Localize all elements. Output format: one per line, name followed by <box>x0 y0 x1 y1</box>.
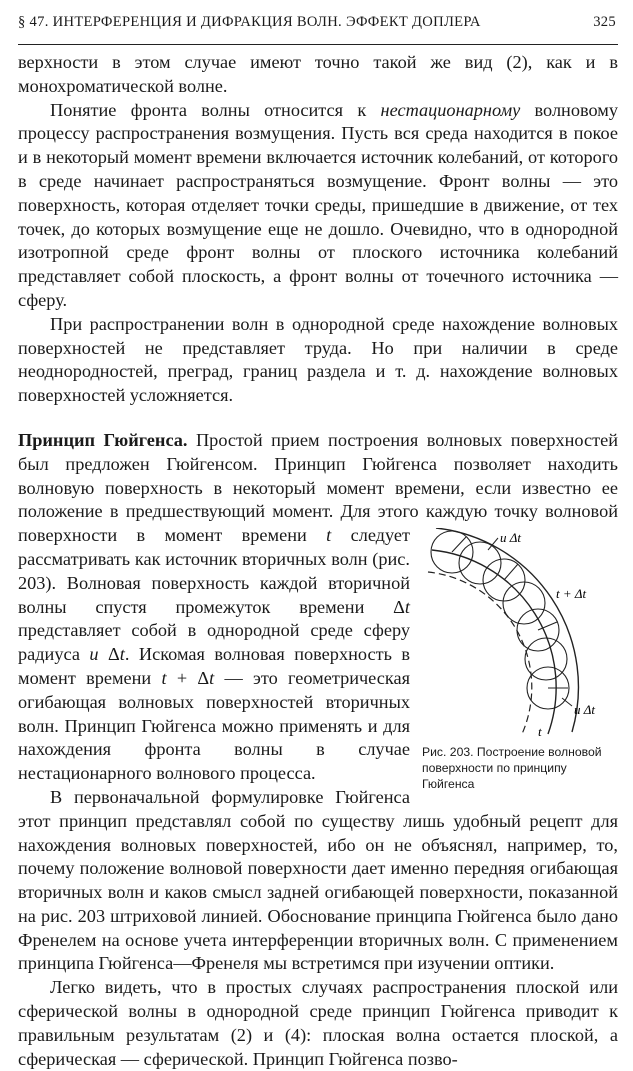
figure-203 <box>422 528 618 792</box>
huygens-diagram <box>422 528 618 738</box>
paragraph: Легко видеть, что в простых случаях распространения плоской или сферической волны в однородной среде принцип Гюйгенса приводит к правильным результатам (2) и (4): плоская волна остается плоской, а сферическая — сферической. Принцип Гюйгенса позво- <box>18 977 618 1069</box>
run-in-heading: Принцип Гюйгенса. <box>18 429 188 450</box>
running-header <box>18 14 618 36</box>
paragraph: верхности в этом случае имеют точно такой же вид (2), как и в монохроматической волне. <box>18 52 618 96</box>
spacer <box>18 408 618 429</box>
rear-envelope <box>428 572 532 734</box>
label-u-dt-top: u Δt <box>500 530 521 546</box>
label-u-dt-bottom: u Δt <box>574 702 595 718</box>
secondary-wavelet <box>459 542 501 584</box>
wavefront-t-plus-dt <box>436 528 578 732</box>
page-number: 325 <box>593 14 616 30</box>
header-rule <box>18 44 618 45</box>
paragraph: При распространении волн в однородной среде нахождение волновых поверхностей не представляет труда. Но при наличии в среде неоднородностей, преград, границ раздела и т. д. нахождение волновых поверхностей усложняется. <box>18 313 618 406</box>
secondary-wavelet <box>525 638 567 680</box>
body-text <box>18 51 618 1071</box>
section-title: § 47. ИНТЕРФЕРЕНЦИЯ И ДИФРАКЦИЯ ВОЛН. ЭФФЕКТ ДОПЛЕРА <box>18 14 481 30</box>
secondary-wavelet <box>503 582 545 624</box>
label-t-plus-dt: t + Δt <box>556 586 587 602</box>
label-t: t <box>538 724 542 739</box>
paragraph: Понятие фронта волны относится к нестационарному волновому процессу распространения возмущения. Пусть вся среда находится в покое и в некоторый момент времени включается источник колебаний, от которого в среде начинает распространяться возмущение. Фронт волны — это поверхность, которая отделяет точки среды, пришедшие в движение, от тех точек, до которых возмущение еще не дошло. Очевидно, что в однородной изотропной среде фронт волны от плоского источника колебаний представляет собой плоскость, а фронт волны от точечного источника — сферу. <box>18 99 618 310</box>
figure-caption: Рис. 203. Построение волновой поверхности по принципу Гюйгенса <box>422 745 602 792</box>
paragraph: В первоначальной формулировке Гюйгенса этот принцип представлял собой по существу лишь удобный рецепт для нахождения волновых поверхностей, ибо он не объяснял, например, то, почему положение волновой поверхности дает именно передняя огибающая вторичных волн и каков смысл задней огибающей поверхности, показанной на рис. 203 штриховой линией. Обоснование принципа Гюйгенса было дано Френелем на основе учета интерференции вторичных волн. С применением принципа Гюйгенса—Френеля мы встретимся при изучении оптики. <box>18 786 618 974</box>
paragraph: Принцип Гюйгенса. Простой прием построения волновых поверхностей был предложен Гюйгенсом. Принцип Гюйгенса позволяет находить волновую поверхность в некоторый момент времени, если известно ее положение в предшествующий момент. Для этого каждую точку волновой поверхности в момент времени t u Δt t + Δt u Δt t Рис. 203. Построение волновой поверхности по принципу Гюйгенса следует рассматривать как источник вторичных волн (рис. 203). Волновая поверхность каждой вторичной волны спустя промежуток времени Δt представляет собой в однородной среде сферу радиуса u Δt. Искомая волновая поверхность в момент времени t + Δt — это геометрическая огибающая волновых поверхностей вторичных волн. Принцип Гюйгенса можно применять и для нахождения фронта волны в случае нестационарного волнового процесса. <box>18 429 619 792</box>
